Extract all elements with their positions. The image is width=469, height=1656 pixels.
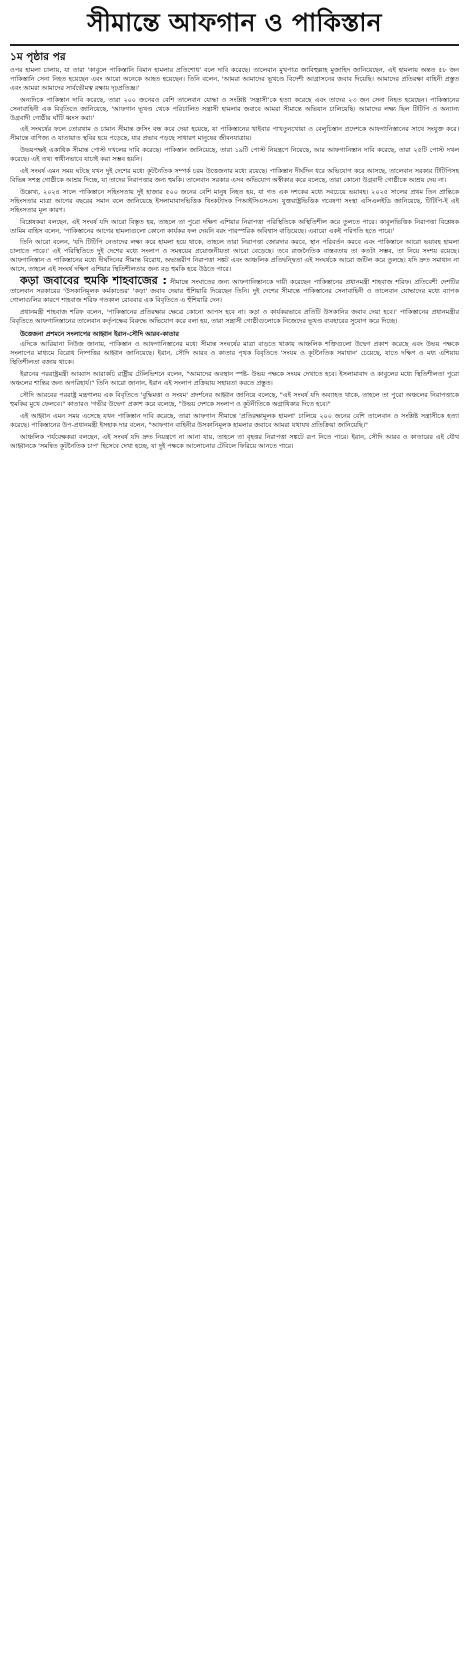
section-lead-text: সীমান্তে সংঘাতের জন্য আফগানিস্তানকে দায়ী করেছেন পাকিস্তানের প্রধানমন্ত্রী শাহবাজ শরিফ। প্রতিবেশী দেশটির তালেবান সরকারের 'উসকানিমূলক কর্মকাণ্ডের' 'কড়া' জবাব দেয়ার হুঁশিয়ারি দিয়েছেন তিনি। দুই দেশের সীমান্তে পাকিস্তানের সেনাবাহিনী ও তালেবান যোদ্ধাদের মধ্যে ব্যাপক গোলাগুলির কারণে শাহবাজ শরিফ গতকাল রোববার এক বিবৃতিতে এ হুঁশিয়ারি দেন।	[10, 278, 459, 304]
article-paragraph: আঞ্চলিক পর্যবেক্ষকরা বলছেন, এই সংঘর্ষ যদি দ্রুত নিয়ন্ত্রণে না আনা যায়, তাহলে তা বৃহত্তর নিরাপত্তা সঙ্কটে রূপ নিতে পারে। ইরান, সৌদি আরব ও কাতারের এই যৌথ আহ্বানকে 'সমন্বিত কূটনৈতিক চাপ' হিসেবে দেখা হচ্ছে, যা দুই পক্ষকে আলোচনার টেবিলে ফিরিয়ে আনতে পারে।	[10, 432, 459, 450]
article-body	[10, 66, 459, 450]
article-paragraph: সৌদি আরবের পররাষ্ট্র মন্ত্রণালয় এক বিবৃতিতে 'বুদ্ধিমত্তা ও সংযম' প্রদর্শনের আহ্বান জানিয়ে বলেছে, "এই সংঘর্ষ যদি অব্যাহত থাকে, তাহলে তা পুরো অঞ্চলের নিরাপত্তাকে হুমকির মুখে ফেলবে।" কাতারও 'গভীর উদ্বেগ' প্রকাশ করে বলেছে, "উভয় দেশকে সংলাপ ও কূটনীতিকে অগ্রাধিকার দিতে হবে।"	[10, 391, 459, 408]
section-lead-paragraph	[10, 274, 459, 305]
article-paragraph: এই আহ্বান এমন সময় এসেছে যখন পাকিস্তান দাবি করেছে, তারা আফগান সীমান্তে 'প্রতিরক্ষামূলক হামলা' চালিয়ে ২০০ জনের বেশি তালেবান ও সংশ্লিষ্ট সন্ত্রাসীকে হত্যা করেছে। পাকিস্তানের উপ-প্রধানমন্ত্রী ইসহাক দার বলেন, "আফগান বাহিনীর উসকানিমূলক হামলার জবাবে আমরা যথাযথ প্রতিক্রিয়া জানিয়েছি।"	[10, 411, 459, 429]
article-paragraph: বিশ্লেষকরা বলছেন, এই সংঘর্ষ যদি আরো বিস্তৃত হয়, তাহলে তা পুরো দক্ষিণ এশিয়ার নিরাপত্তা পরিস্থিতিকে অস্থিতিশীল করে তুলতে পারে। কাবুলভিত্তিক নিরাপত্তা বিশ্লেষক তামিম বাহিস বলেন, 'পাকিস্তানের আগের হামলাগুলো কোনো কার্যকর ফল দেয়নি বরং পারস্পরিক অবিশ্বাস বাড়িয়েছে। এবারো একই পরিণতি হতে পারে।'	[10, 217, 459, 235]
article-paragraph: প্রধানমন্ত্রী শাহবাজ শরিফ বলেন, 'পাকিস্তানের প্রতিরক্ষার ক্ষেত্রে কোনো আপস হবে না। কড়া ও কার্যকরভাবে প্রতিটি উসকানির জবাব দেয়া হবে।' পাকিস্তানের প্রধানমন্ত্রীর বিবৃতিতে আফগানিস্তানের তালেবান কর্তৃপক্ষের বিরুদ্ধে অভিযোগ করে বলা হয়, তারা সন্ত্রাসী গোষ্ঠীগুলোকে নিজেদের ভূখণ্ড ব্যবহারের সুযোগ করে দিচ্ছে।	[10, 307, 459, 325]
article-paragraph: এই সংঘর্ষের ফলে তোরখাম ও চামান সীমান্ত ক্রসিং বন্ধ করে দেয়া হয়েছে, যা পাকিস্তানের খাইবার পাখতুনখোয়া ও বেলুচিস্তান প্রদেশকে আফগানিস্তানের সাথে সংযুক্ত করে। সীমান্তে বাণিজ্য ও যাতায়াত স্থবির হয়ে পড়েছে, যার প্রভাব পড়ছে সাধারণ মানুষের জীবনযাত্রায়।	[10, 125, 459, 143]
article-paragraph: ইরানের পররাষ্ট্রমন্ত্রী আব্বাস আরাকচি রাষ্ট্রীয় টেলিভিশনে বলেন, "আমাদের অবস্থান স্পষ্ট- উভয় পক্ষকে সংযম দেখাতে হবে। ইসলামাবাদ ও কাবুলের মধ্যে স্থিতিশীলতা পুরো অঞ্চলের শান্তির জন্য অপরিহার্য।" তিনি আরো জানান, ইরান এই সংলাপ প্রক্রিয়ায় সহায়তা করতে প্রস্তুত।	[10, 370, 459, 388]
article-paragraph: উভয়পক্ষই একাধিক সীমান্ত পোস্ট দখলের দাবি করেছে। পাকিস্তান জানিয়েছে, তারা ১৯টি পোস্ট নিয়ন্ত্রণে নিয়েছে, আর আফগানিস্তান দাবি করেছে, তারা ২৫টি পোস্ট দখল করেছে। এই তথ্য স্বাধীনভাবে যাচাই করা সম্ভব হয়নি।	[10, 146, 459, 164]
headline: সীমান্তে আফগান ও পাকিস্তান	[87, 8, 382, 37]
article-paragraph: এই সংঘর্ষ এমন সময় ঘটছে যখন দুই দেশের মধ্যে কূটনৈতিক সম্পর্ক চরম উত্তেজনার মধ্যে রয়েছে। পাকিস্তান দীর্ঘদিন ধরে অভিযোগ করে আসছে, তালেবান সরকার টিটিপিসহ বিভিন্ন সশস্ত্র গোষ্ঠীকে আশ্রয় দিচ্ছে, যা তাদের নিরাপত্তার জন্য হুমকি। তালেবান সরকার এসব অভিযোগ অস্বীকার করে বলেছে, তারা কোনো উগ্রবাদী গোষ্ঠীকে আশ্রয় দেয় না।	[10, 167, 459, 184]
section-lead: কড়া জবাবের হুমকি শাহবাজের :	[20, 274, 167, 288]
article-paragraph: অন্যদিকে পাকিস্তান দাবি করেছে, তারা ২০০ জনেরও বেশি তালেবান যোদ্ধা ও সংশ্লিষ্ট 'সন্ত্রাসী'কে হত্যা করেছে এবং তাদের ২৩ জন সেনা নিহত হয়েছেন। পাকিস্তানের সেনাবাহিনী এক বিবৃতিতে জানিয়েছে, 'আফগান ভূখণ্ড থেকে পরিচালিত সন্ত্রাসী হামলার জবাবে আমরা সীমান্তে অভিযান চালিয়েছি। আমাদের লক্ষ্য ছিল টিটিপি ও অন্যান্য উগ্রবাদী গোষ্ঠীর ঘাঁটি ধ্বংস করা।'	[10, 95, 459, 122]
headline-rule	[10, 44, 459, 46]
article-paragraph: এদিকে আরিয়ানা নিউজ জানায়, পাকিস্তান ও আফগানিস্তানের মধ্যে সীমান্ত সংঘর্ষের মাত্রা বাড়তে থাকায় আঞ্চলিক শক্তিগুলো উদ্বেগ প্রকাশ করেছে এবং উভয় পক্ষকে সংলাপের মাধ্যমে বিরোধ নিষ্পত্তির আহ্বান জানিয়েছে। ইরান, সৌদি আরব ও কাতার পৃথক বিবৃতিতে 'সংযম ও কূটনৈতিক সমাধান' চেয়েছে, যাতে দক্ষিণ ও মধ্য এশিয়ায় স্থিতিশীলতা বজায় থাকে।	[10, 340, 459, 367]
continued-from-label: ১ম পৃষ্ঠার পর	[10, 51, 66, 63]
article-paragraph: উল্লেখ্য, ২০২৪ সালে পাকিস্তানে সহিংসতায় দুই হাজার ৫০০ জনের বেশি মানুষ নিহত হয়, যা গত এক দশকের মধ্যে সবচেয়ে ভয়াবহ। ২০২৫ সালের প্রথম তিন প্রান্তিকে সহিংসতার মাত্রা আগের বছরের সমান বলে জানিয়েছে ইসলামাবাদভিত্তিক থিংকট্যাংক পিআইসিএসএস। যুক্তরাষ্ট্রভিত্তিক গবেষণা সংস্থা এসিএলইডি জানিয়েছে, টিটিপি-ই এই সহিংসতার মূল কারণ।	[10, 187, 459, 214]
article-paragraph: তিনি আরো বলেন, 'যদি টিটিপি নেতাদের লক্ষ্য করে হামলা হয়ে থাকে, তাহলে তারা নিরাপত্তা জোরদার করবে, স্থান পরিবর্তন করবে এবং পাকিস্তানে আরো ভয়াবহ হামলা চালাতে পারে।' এই পরিস্থিতিতে দুই দেশের মধ্যে সংলাপ ও সমন্বয়ের প্রয়োজনীয়তা আরো বেড়েছে। তবে রাজনৈতিক বাস্তবতায় তা কতটা সম্ভব, তা নিয়ে সংশয় রয়েছে। আফগানিস্তান ও পাকিস্তানের মধ্যে দীর্ঘদিনের সীমান্ত বিরোধ, অভ্যন্তরীণ নিরাপত্তা সঙ্কট এবং আঞ্চলিক প্রতিদ্বন্দ্বিতা এই সংঘর্ষকে আরো জটিল করে তুলছে। যদি দ্রুত সমাধান না আসে, তাহলে এই সংঘর্ষ দক্ষিণ এশিয়ার স্থিতিশীলতার জন্য বড় হুমকি হয়ে উঠতে পারে।	[10, 238, 459, 274]
article-paragraph: ওপর হামলা চালায়, যা তারা 'কাবুলে পাকিস্তানি বিমান হামলার প্রতিশোধ' বলে দাবি করেছে। তালেবান মুখপাত্র জাবিহুল্লাহ মুজাহিদ জানিয়েছেন, এই হামলায় অন্তত ৫৮ জন পাকিস্তানি সেনা নিহত হয়েছেন এবং আরো অনেকে আহত হয়েছেন। তিনি বলেন, 'আমরা আমাদের ভূখণ্ডে বিদেশী আগ্রাসনের জবাব দিয়েছি। আমাদের প্রতিরক্ষা বাহিনী প্রস্তুত এবং আমরা আমাদের সার্বভৌমত্ব রক্ষায় দৃঢ়প্রতিজ্ঞ।'	[10, 66, 459, 92]
section-subhead: উত্তেজনা প্রশমনে সংলাপের আহ্বান ইরান-সৌদি আরব-কাতার	[20, 329, 179, 338]
